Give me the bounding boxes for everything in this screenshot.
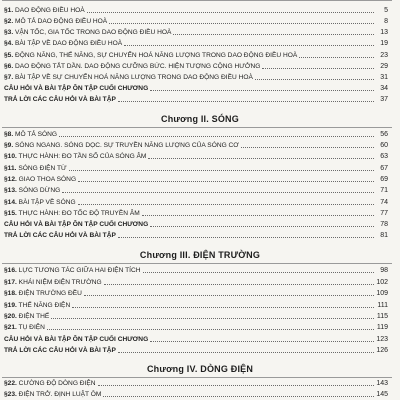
- entry-title: §14. BÀI TẬP VỀ SÓNG: [4, 199, 76, 206]
- toc-entry[interactable]: [4, 184, 388, 195]
- page-number: 111: [377, 302, 388, 309]
- page-number: 60: [380, 142, 388, 149]
- page-number: 19: [380, 40, 388, 47]
- leader-dots: [124, 45, 374, 46]
- toc-entry[interactable]: [4, 128, 388, 139]
- toc-entry[interactable]: [4, 60, 388, 71]
- toc-entry[interactable]: [4, 299, 388, 310]
- leader-dots: [150, 341, 374, 342]
- entry-title: §3. VẬN TỐC, GIA TỐC TRONG DAO ĐỘNG ĐIỀU HOÀ: [4, 29, 172, 36]
- page-number: 143: [376, 380, 388, 387]
- toc-entry[interactable]: [4, 150, 388, 161]
- page-number: 23: [380, 52, 388, 59]
- toc-entry[interactable]: [4, 71, 388, 82]
- page-number: 126: [376, 347, 388, 354]
- entry-title: §10. THỰC HÀNH: ĐO TẦN SỐ CỦA SÓNG ÂM: [4, 153, 147, 160]
- page-number: 8: [384, 18, 388, 25]
- toc-entry[interactable]: [4, 139, 388, 150]
- entry-title: §1. DAO ĐỘNG ĐIỀU HOÀ: [4, 7, 85, 14]
- entry-title: §15. THỰC HÀNH: ĐO TỐC ĐỘ TRUYỀN ÂM: [4, 210, 140, 217]
- entry-title: §5. ĐỘNG NĂNG, THẾ NĂNG, SỰ CHUYỂN HOÁ NĂNG LƯỢNG TRONG DAO ĐỘNG ĐIỀU HOÀ: [4, 52, 298, 59]
- entry-title: CÂU HỎI VÀ BÀI TẬP ÔN TẬP CUỐI CHƯƠNG: [4, 336, 149, 343]
- leader-dots: [118, 352, 374, 353]
- entry-title: §12. GIAO THOA SÓNG: [4, 176, 77, 183]
- leader-dots: [69, 170, 374, 171]
- toc-entry[interactable]: [4, 310, 388, 321]
- page-number: 5: [384, 7, 388, 14]
- entry-title: §2. MÔ TẢ DAO ĐỘNG ĐIỀU HOÀ: [4, 18, 108, 25]
- entry-title: §9. SÓNG NGANG. SÓNG DỌC. SỰ TRUYỀN NĂNG LƯỢNG CỦA SÓNG CƠ: [4, 142, 239, 149]
- page-number: 71: [380, 187, 388, 194]
- toc-entry[interactable]: [4, 15, 388, 26]
- page-number: 56: [380, 131, 388, 138]
- page-number: 98: [380, 267, 388, 274]
- toc-entry[interactable]: [4, 37, 388, 48]
- page-number: 81: [380, 232, 388, 239]
- chapter-heading: Chương IV. DÒNG ĐIỆN: [146, 364, 254, 374]
- leader-dots: [142, 215, 374, 216]
- page-number: 63: [380, 153, 388, 160]
- entry-title: §6. DAO ĐỘNG TẮT DẦN. DAO ĐỘNG CƯỠNG BỨC. HIỆN TƯỢNG CỘNG HƯỞNG: [4, 63, 261, 70]
- toc-answers-entry[interactable]: [4, 93, 388, 104]
- leader-dots: [118, 101, 374, 102]
- toc-entry[interactable]: [4, 321, 388, 332]
- page-number: 109: [376, 290, 388, 297]
- toc-entry[interactable]: [4, 276, 388, 287]
- leader-dots: [109, 23, 374, 24]
- entry-title: §4. BÀI TẬP VỀ DAO ĐỘNG ĐIỀU HOÀ: [4, 40, 123, 47]
- toc-review-entry[interactable]: [4, 218, 388, 229]
- entry-title: §16. LỰC TƯƠNG TÁC GIỮA HAI ĐIỆN TÍCH: [4, 267, 141, 274]
- leader-dots: [143, 272, 374, 273]
- toc-entry[interactable]: [4, 4, 388, 15]
- toc-entry[interactable]: [4, 196, 388, 207]
- page-number: 102: [376, 279, 388, 286]
- entry-title: CÂU HỎI VÀ BÀI TẬP ÔN TẬP CUỐI CHƯƠNG: [4, 221, 149, 228]
- entry-title: TRẢ LỜI CÁC CÂU HỎI VÀ BÀI TẬP: [4, 232, 116, 239]
- toc-entry[interactable]: [4, 388, 388, 399]
- page-number: 78: [380, 221, 388, 228]
- page-number: 74: [380, 199, 388, 206]
- page-number: 115: [376, 313, 388, 320]
- toc-entry[interactable]: [4, 264, 388, 275]
- leader-dots: [103, 396, 374, 397]
- leader-dots: [72, 307, 374, 308]
- leader-dots: [51, 318, 374, 319]
- entry-title: TRẢ LỜI CÁC CÂU HỎI VÀ BÀI TẬP: [4, 347, 116, 354]
- leader-dots: [118, 237, 374, 238]
- chapter-heading: Chương III. ĐIỆN TRƯỜNG: [139, 250, 261, 260]
- page-number: 13: [380, 29, 388, 36]
- toc-entry[interactable]: [4, 207, 388, 218]
- page-number: 31: [380, 74, 388, 81]
- entry-title: §21. TỤ ĐIỆN: [4, 324, 45, 331]
- page-number: 69: [380, 176, 388, 183]
- entry-title: §8. MÔ TẢ SÓNG: [4, 131, 58, 138]
- page-number: 34: [380, 85, 388, 92]
- page-number: 119: [376, 324, 388, 331]
- toc-review-entry[interactable]: [4, 333, 388, 344]
- leader-dots: [150, 226, 374, 227]
- toc-answers-entry[interactable]: [4, 344, 388, 355]
- leader-dots: [255, 79, 374, 80]
- entry-title: §22. CƯỜNG ĐỘ DÒNG ĐIỆN: [4, 380, 96, 387]
- toc-entry[interactable]: [4, 173, 388, 184]
- leader-dots: [84, 295, 374, 296]
- page-number: 29: [380, 63, 388, 70]
- entry-title: TRẢ LỜI CÁC CÂU HỎI VÀ BÀI TẬP: [4, 96, 116, 103]
- chapter-heading: Chương II. SÓNG: [161, 114, 239, 124]
- entry-title: CÂU HỎI VÀ BÀI TẬP ÔN TẬP CUỐI CHƯƠNG: [4, 85, 149, 92]
- leader-dots: [78, 181, 374, 182]
- page-number: 123: [376, 336, 388, 343]
- leader-dots: [150, 90, 374, 91]
- page-number: 37: [380, 96, 388, 103]
- toc-answers-entry[interactable]: [4, 229, 388, 240]
- entry-title: §19. THẾ NĂNG ĐIỆN: [4, 302, 71, 309]
- leader-dots: [87, 12, 374, 13]
- leader-dots: [173, 34, 374, 35]
- toc-entry[interactable]: [4, 49, 388, 60]
- leader-dots: [47, 329, 374, 330]
- entry-title: §7. BÀI TẬP VỀ SỰ CHUYỂN HOÁ NĂNG LƯỢNG TRONG DAO ĐỘNG ĐIỀU HOÀ: [4, 74, 253, 81]
- leader-dots: [62, 192, 374, 193]
- leader-dots: [148, 158, 374, 159]
- toc-entry[interactable]: [4, 377, 388, 388]
- entry-title: §23. ĐIỆN TRỞ. ĐỊNH LUẬT ÔM: [4, 391, 102, 398]
- entry-title: §11. SÓNG ĐIỆN TỪ: [4, 165, 67, 172]
- leader-dots: [262, 68, 374, 69]
- leader-dots: [78, 204, 374, 205]
- page-number: 77: [380, 210, 388, 217]
- entry-title: §13. SÓNG DỪNG: [4, 187, 61, 194]
- entry-title: §20. ĐIỆN THẾ: [4, 313, 50, 320]
- toc-review-entry[interactable]: [4, 82, 388, 93]
- entry-title: §18. ĐIỆN TRƯỜNG ĐỀU: [4, 290, 82, 297]
- toc-entry[interactable]: [4, 162, 388, 173]
- leader-dots: [98, 385, 374, 386]
- page-number: 145: [376, 391, 388, 398]
- leader-dots: [59, 136, 374, 137]
- leader-dots: [299, 57, 374, 58]
- toc-entry[interactable]: [4, 26, 388, 37]
- page-number: 67: [380, 165, 388, 172]
- leader-dots: [241, 147, 374, 148]
- entry-title: §17. KHÁI NIỆM ĐIỆN TRƯỜNG: [4, 279, 102, 286]
- leader-dots: [104, 284, 374, 285]
- section-rule: [2, 0, 392, 1]
- toc-entry[interactable]: [4, 287, 388, 298]
